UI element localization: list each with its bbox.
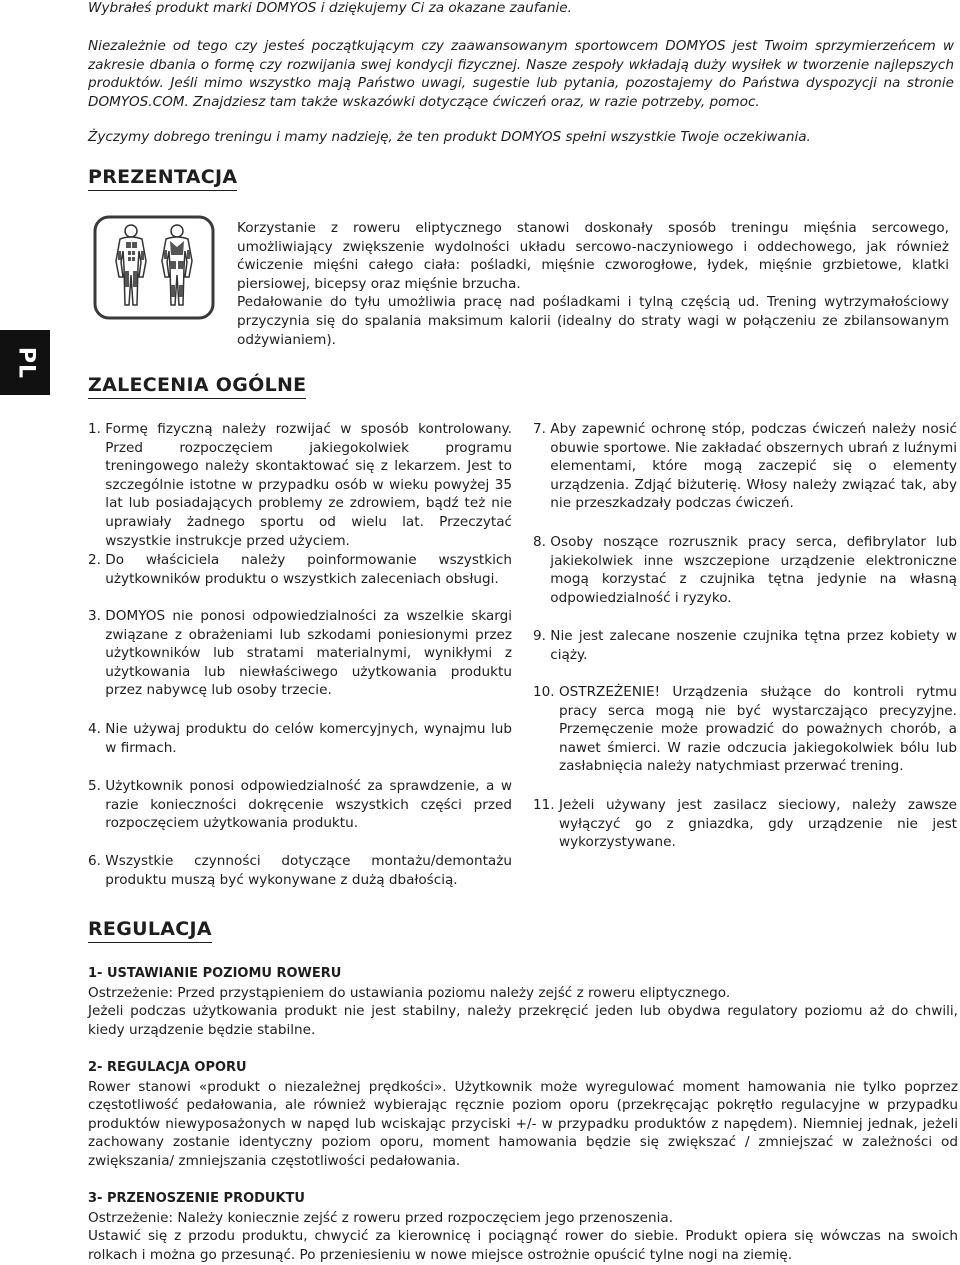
adjustment-title: REGULACJA [88,918,212,943]
item-text: Użytkownik ponosi odpowiedzialność za sprawdzenie, a w razie konieczności dokręcenie wszystkich części przed rozpoczęciem użytkowania produktu. [105,778,512,832]
item-text: DOMYOS nie ponosi odpowiedzialności za wszelkie skargi związane z obrażeniami lub szkodami poniesionymi przez użytkowników lub stratami materialnymi, wynikłymi z użytkowania lub niewłaściwego użytkowania produktu przez nabywcę lub osoby trzecie. [105,608,512,699]
general-item-1 [88,420,512,550]
section-warning: Ostrzeżenie: Należy koniecznie zejść z roweru przed rozpoczęciem jego przenoszenia. [88,1209,674,1226]
presentation-title: PREZENTACJA [88,166,237,191]
language-tab [0,330,50,395]
presentation-text [237,219,949,349]
section-text: Rower stanowi «produkt o niezależnej prędkości». Użytkownik może wyregulować moment hamowania nie tylko poprzez częstotliwość pedałowania, ale również wybierając ręcznie poziom oporu (przekręcając pokrętło regulacyjne w przypadku produktów niewyposażonych w napęd lub wciskając przyciski +/- w przypadku produktów z napędem). Niemniej jednak, jeżeli zachowany zostanie identyczny poziom oporu, moment hamowania będzie się zwiększać / zmniejszać w zależności od zwiększania/ zmniejszania częstotliwości pedałowania. [88,1078,958,1169]
intro-wish: Życzymy dobrego treningu i mamy nadzieję, że ten produkt DOMYOS spełni wszystkie Twoje oczekiwania. [88,129,811,145]
item-number: 6. [88,853,106,869]
presentation-paragraph-2: Pedałowanie do tyłu umożliwia pracę nad pośladkami i tylną częścią ud. Trening wytrzymałościowy przyczynia się do spalania maksimum kalorii (idealny do straty wagi w połączeniu ze zbilansowanym odżywianiem). [237,294,949,348]
item-number: 8. [533,534,551,550]
section-heading: 1- USTAWIANIE POZIOMU ROWERU [88,966,342,981]
item-text: Nie jest zalecane noszenie czujnika tętna przez kobiety w ciąży. [550,628,957,663]
general-item-2 [88,551,512,588]
item-number: 9. [533,628,551,644]
item-number: 3. [88,608,106,624]
item-text: Do właściciela należy poinformowanie wszystkich użytkowników produktu o wszystkich zaleceniach obsługi. [105,552,512,587]
adjustment-section-1 [88,965,958,1039]
general-item-6 [88,852,512,889]
general-item-4 [88,720,512,757]
intro-thanks: Wybrałeś produkt marki DOMYOS i dziękujemy Ci za okazane zaufanie. [88,0,572,16]
item-text: Wszystkie czynności dotyczące montażu/demontażu produktu muszą być wykonywane z dużą dbałością. [105,853,512,888]
item-number: 10. [533,684,559,700]
section-warning: Ostrzeżenie: Przed przystąpieniem do ustawiania poziomu należy zejść z roweru eliptycznego. [88,984,731,1001]
item-number: 5. [88,778,106,794]
item-text: Nie używaj produktu do celów komercyjnych, wynajmu lub w firmach. [105,721,512,756]
item-text: OSTRZEŻENIE! Urządzenia służące do kontroli rytmu pracy serca mogą nie być wystarczająco precyzyjne. Przemęczenie może prowadzić do poważnych chorób, a nawet śmierci. W razie odczucia jakiegokolwiek bólu lub zasłabnięcia należy natychmiast przerwać trening. [558,684,957,775]
general-item-10 [533,683,957,776]
item-text: Osoby noszące rozrusznik pracy serca, defibrylator lub jakiekolwiek inne wszczepione urządzenie elektroniczne mogą korzystać z czujnika tętna jedynie na własną odpowiedzialność i ryzyko. [550,534,957,606]
adjustment-section-2 [88,1059,958,1171]
general-title: ZALECENIA OGÓLNE [88,374,306,399]
item-number: 11. [533,797,559,813]
presentation-paragraph-1: Korzystanie z roweru eliptycznego stanowi doskonały sposób treningu mięśnia sercowego, umożliwiający zwiększenie wydolności układu sercowo-naczyniowego i oddechowego, jak również ćwiczenie mięśni całego ciała: pośladki, mięśnie czworogłowe, łydek, mięśnie grzbietowe, klatki piersiowej, bicepsy oraz mięśnie brzucha. [237,220,949,292]
general-item-5 [88,777,512,833]
general-item-9 [533,627,957,664]
item-number: 7. [533,421,551,437]
general-item-3 [88,607,512,700]
item-text: Formę fizyczną należy rozwijać w sposób kontrolowany. Przed rozpoczęciem jakiegokolwiek programu treningowego należy skontaktować się z lekarzem. Jest to szczególnie istotne w przypadku osób w wieku powyżej 35 lat lub posiadających problemy ze zdrowiem, bądź też nie uprawiały żadnego sportu od wielu lat. Przeczytać wszystkie instrukcje przed użyciem. [105,421,512,549]
general-item-8 [533,533,957,607]
section-heading: 3- PRZENOSZENIE PRODUKTU [88,1191,305,1206]
general-item-7 [533,420,957,513]
item-number: 2. [88,552,106,568]
section-heading: 2- REGULACJA OPORU [88,1060,247,1075]
general-item-11 [533,796,957,852]
item-number: 1. [88,421,106,437]
muscle-groups-icon [93,215,215,320]
adjustment-section-3 [88,1190,958,1264]
item-number: 4. [88,721,106,737]
section-text: Jeżeli podczas użytkowania produkt nie jest stabilny, należy przekręcić jeden lub obydwa regulatory poziomu aż do chwili, kiedy urządzenie będzie stabilne. [88,1003,958,1038]
item-text: Jeżeli używany jest zasilacz sieciowy, należy zawsze wyłączyć go z gniazdka, gdy urządzenie nie jest wykorzystywane. [558,797,957,851]
intro-paragraph: Niezależnie od tego czy jesteś początkującym czy zaawansowanym sportowcem DOMYOS jest Twoim sprzymierzeńcem w zakresie dbania o formę czy rozwijania swej kondycji fizycznej. Nasze zespoły wkładają duży wysiłek w tworzenie najlepszych produktów. Jeśli mimo wszystko mają Państwo uwagi, sugestie lub pytania, pozostajemy do Państwa dyspozycji na stronie DOMYOS.COM. Znajdziesz tam także wskazówki dotyczące ćwiczeń oraz, w razie potrzeby, pomoc. [88,38,954,110]
section-text: Ustawić się z przodu produktu, chwycić za kierownicę i pociągnąć rower do siebie. Produkt opiera się wówczas na swoich rolkach i można go przesunąć. Po przeniesieniu w nowe miejsce ostrożnie opuścić tylne nogi na ziemię. [88,1228,958,1263]
item-text: Aby zapewnić ochronę stóp, podczas ćwiczeń należy nosić obuwie sportowe. Nie zakładać obszernych ubrań z luźnymi elementami, które mogą zaczepić się o elementy urządzenia. Zdjąć biżuterię. Włosy należy związać tak, aby nie przeszkadzały podczas ćwiczeń. [550,421,957,512]
language-tab-label: PL [13,346,39,379]
